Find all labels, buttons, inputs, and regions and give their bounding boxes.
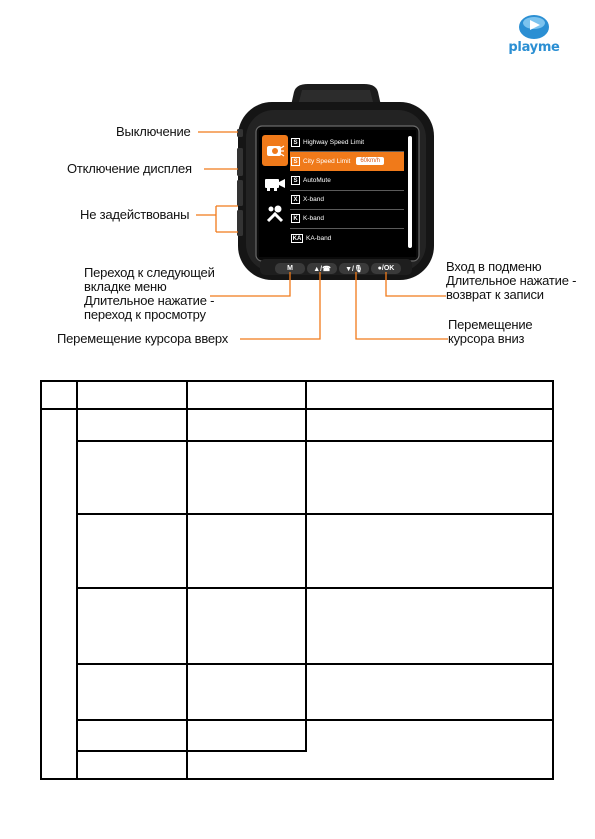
table-row-divider [76,587,554,589]
table-row-divider [76,719,554,721]
menu-item-k-band[interactable]: K K-band [290,210,404,229]
label-power-off: Выключение [116,124,191,139]
label-unused: Не задействованы [80,207,190,222]
label-next-tab: Переход к следующей вкладке меню Длительное нажатие - переход к просмотру [84,265,215,322]
table-border [40,380,42,780]
table-header-divider [40,408,554,410]
city-speed-value[interactable]: 60km/h [356,157,384,165]
m-button[interactable]: M [275,263,305,274]
table-row-divider [76,440,554,442]
settings-table [40,380,554,780]
menu-item-highway-speed[interactable]: S Highway Speed Limit [290,133,404,152]
label-cursor-down: Перемещение курсора вниз [448,317,533,346]
menu-item-ka-band[interactable]: KA KA-band [292,234,332,242]
table-border [40,380,554,382]
table-row-divider [76,513,554,515]
table-row-divider [76,663,554,665]
label-cursor-up: Перемещение курсора вверх [57,331,229,346]
table-row-divider [76,750,307,752]
label-display-off: Отключение дисплея [67,161,192,176]
brand-name: playme [508,40,560,55]
table-column-divider [305,380,307,752]
menu-item-city-speed[interactable]: S City Speed Limit 60km/h [290,152,404,171]
table-border [40,778,554,780]
menu-item-x-band[interactable]: X X-band [290,191,404,210]
device-illustration [0,0,595,360]
label-submenu: Вход в подменю Длительное нажатие - возврат к записи [446,259,577,302]
down-button[interactable]: ▼/🎙 [339,263,369,274]
ok-button[interactable]: ●/OK [371,263,401,274]
up-button[interactable]: ▲/☎ [307,263,337,274]
menu-item-automute[interactable]: S AutoMute [290,171,404,190]
